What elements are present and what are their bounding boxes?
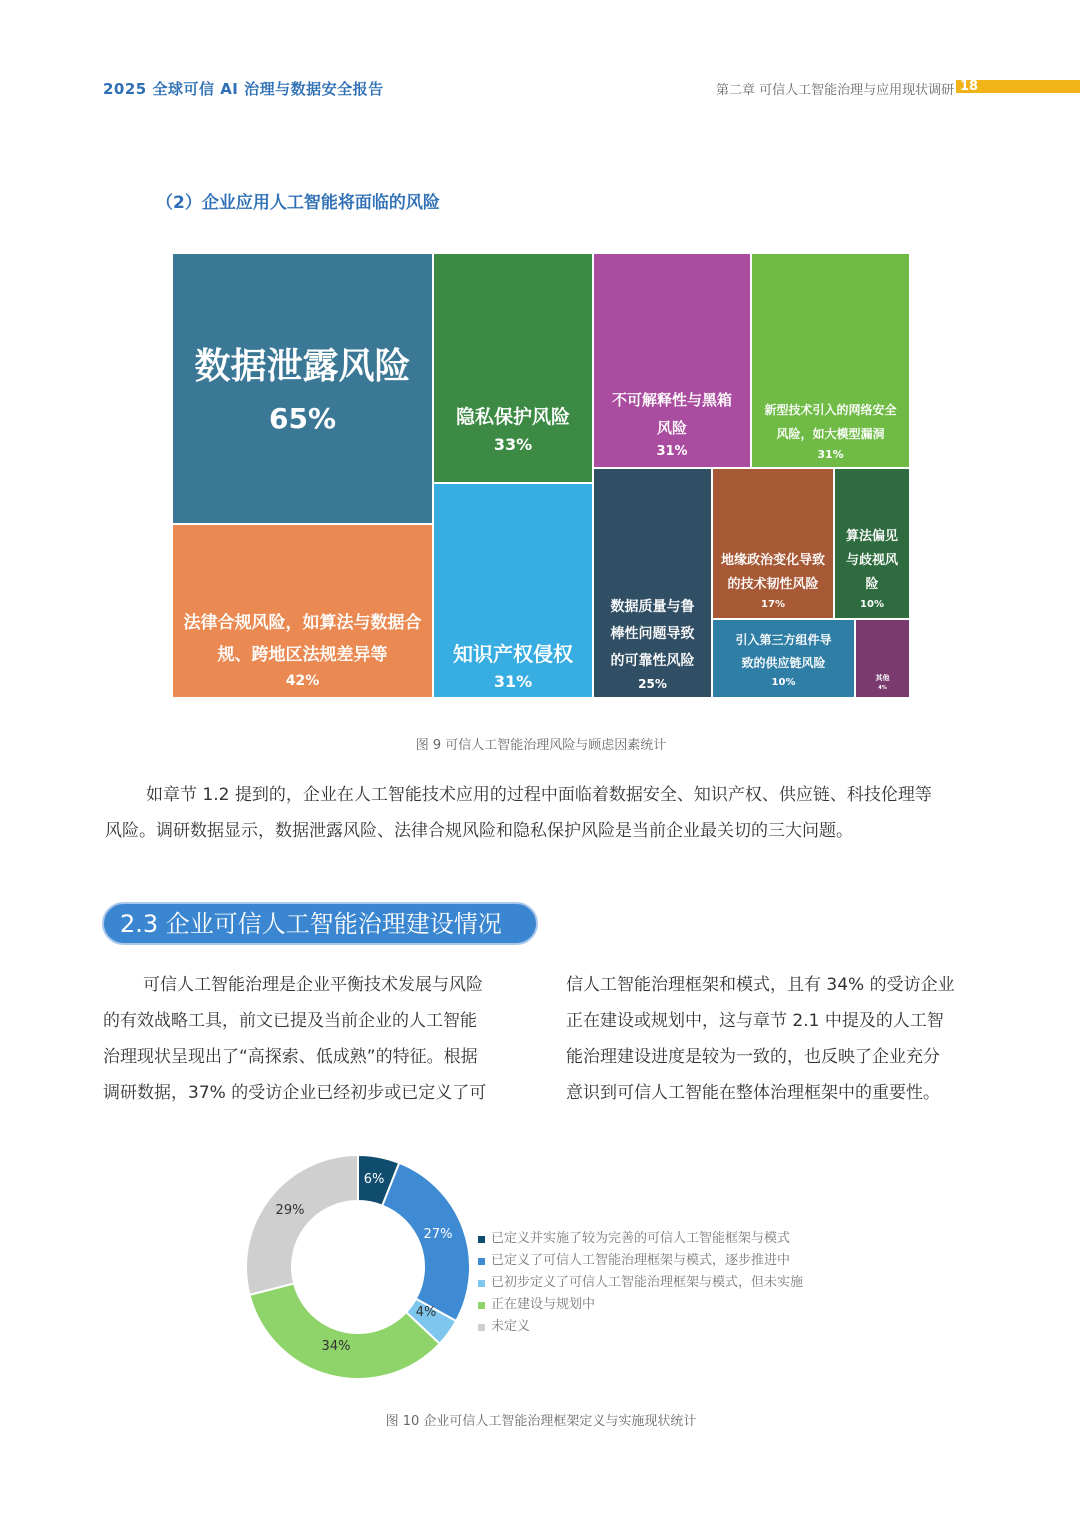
treemap-value: 17% <box>761 599 785 610</box>
treemap-label: 其他 <box>875 674 890 682</box>
treemap-cell-network <box>751 253 910 468</box>
treemap-value: 33% <box>493 434 533 454</box>
left-column-line: 治理现状呈现出了“高探索、低成熟”的特征。根据 <box>103 1047 478 1067</box>
legend-item <box>478 1316 803 1338</box>
legend-item <box>478 1294 803 1316</box>
treemap-cell-robustness <box>593 468 712 698</box>
left-column-line: 的有效战略工具，前文已提及当前企业的人工智能 <box>103 1011 477 1031</box>
paragraph-1-line-1: 如章节 1.2 提到的，企业在人工智能技术应用的过程中面临着数据安全、知识产权、供应链、科技伦理等 <box>146 785 932 805</box>
treemap-label: 知识产权侵权 <box>453 642 573 666</box>
treemap-label: 地缘政治变化导致的技术韧性风险 <box>721 553 826 592</box>
donut-value-label: 27% <box>423 1227 453 1242</box>
donut-value-label: 29% <box>275 1203 305 1218</box>
report-title: 2025 全球可信 AI 治理与数据安全报告 <box>103 80 384 98</box>
chapter-title: 第二章 可信人工智能治理与应用现状调研 <box>716 83 955 98</box>
treemap-label: 新型技术引入的网络安全风险，如大模型漏洞 <box>764 403 897 441</box>
treemap-label: 不可解释性与黑箱风险 <box>611 391 732 437</box>
donut-value-label: 4% <box>415 1305 437 1320</box>
treemap-value: 65% <box>268 402 337 436</box>
left-column <box>103 967 523 1111</box>
right-column <box>566 967 986 1111</box>
treemap-cell-ip <box>433 483 593 698</box>
treemap-cell-black-box <box>593 253 751 468</box>
treemap-label: 隐私保护风险 <box>455 406 570 429</box>
right-column-line: 能治理建设进度是较为一致的，也反映了企业充分 <box>566 1047 940 1067</box>
treemap-cell-algorithm-bias <box>834 468 910 619</box>
donut-slice <box>246 1155 358 1295</box>
legend-swatch <box>478 1236 485 1243</box>
treemap-label: 算法偏见与歧视风险 <box>845 529 898 592</box>
right-column-line: 信人工智能治理框架和模式，且有 34% 的受访企业 <box>566 975 955 995</box>
treemap-value: 10% <box>860 599 884 610</box>
donut-value-label: 34% <box>321 1339 351 1354</box>
treemap-label: 数据泄露风险 <box>194 345 411 387</box>
treemap-label: 数据质量与鲁棒性问题导致的可靠性风险 <box>610 599 695 669</box>
legend-swatch <box>478 1258 485 1265</box>
left-column-line: 调研数据，37% 的受访企业已经初步或已定义了可 <box>103 1083 487 1103</box>
framework-donut-chart <box>220 1140 490 1400</box>
treemap-value: 31% <box>817 448 844 461</box>
legend-label: 已定义并实施了较为完善的可信人工智能框架与模式 <box>491 1231 791 1246</box>
risk-treemap <box>172 253 910 698</box>
page-number: 18 <box>960 79 979 94</box>
treemap-value: 31% <box>493 672 533 691</box>
right-column-line: 意识到可信人工智能在整体治理框架中的重要性。 <box>566 1083 940 1103</box>
donut-legend <box>478 1228 803 1338</box>
subsection-heading: （2）企业应用人工智能将面临的风险 <box>156 193 440 213</box>
donut-slice <box>250 1283 440 1379</box>
legend-label: 已初步定义了可信人工智能治理框架与模式，但未实施 <box>491 1275 804 1290</box>
legend-item <box>478 1250 803 1272</box>
legend-swatch <box>478 1302 485 1309</box>
paragraph-1-line-2: 风险。调研数据显示，数据泄露风险、法律合规风险和隐私保护风险是当前企业最关切的三大问题。 <box>105 821 853 841</box>
treemap-cell-legal <box>172 524 433 698</box>
left-column-line: 可信人工智能治理是企业平衡技术发展与风险 <box>143 975 483 995</box>
treemap-value: 25% <box>638 677 667 691</box>
legend-swatch <box>478 1280 485 1287</box>
treemap-cell-geopolitics <box>712 468 834 619</box>
treemap-cell-supply-chain <box>712 619 855 698</box>
legend-item <box>478 1272 803 1294</box>
legend-label: 已定义了可信人工智能治理框架与模式，逐步推进中 <box>491 1253 791 1268</box>
right-column-line: 正在建设或规划中，这与章节 2.1 中提及的人工智 <box>566 1011 944 1031</box>
treemap-value: 31% <box>656 444 688 459</box>
legend-item <box>478 1228 803 1250</box>
section-title: 2.3 企业可信人工智能治理建设情况 <box>102 902 538 945</box>
treemap-label: 法律合规风险，如算法与数据合规、跨地区法规差异等 <box>183 613 422 665</box>
legend-label: 正在建设与规划中 <box>491 1297 596 1312</box>
figure-9-caption: 图 9 可信人工智能治理风险与顾虑因素统计 <box>415 738 667 753</box>
legend-swatch <box>478 1324 485 1331</box>
figure-10-caption: 图 10 企业可信人工智能治理框架定义与实施现状统计 <box>385 1414 697 1429</box>
treemap-value: 10% <box>771 677 796 688</box>
legend-label: 未定义 <box>491 1319 531 1334</box>
treemap-value: 42% <box>285 673 320 689</box>
treemap-cell-data-leak <box>172 253 433 524</box>
donut-value-label: 6% <box>363 1172 385 1187</box>
treemap-value: 4% <box>878 685 887 691</box>
treemap-label: 引入第三方组件导致的供应链风险 <box>735 633 832 670</box>
treemap-cell-privacy <box>433 253 593 483</box>
treemap-cell-other <box>855 619 910 698</box>
